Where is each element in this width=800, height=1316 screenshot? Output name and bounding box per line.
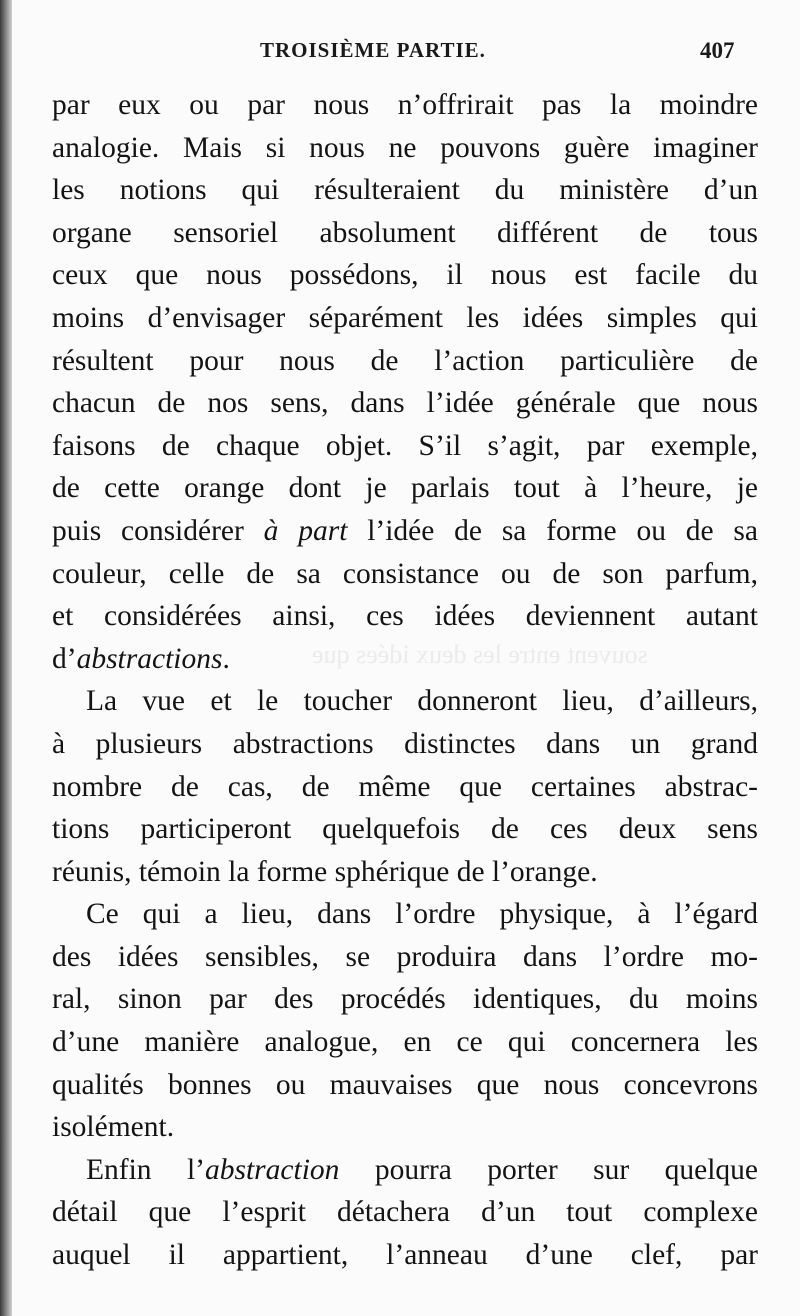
body-text [52, 84, 758, 1277]
text-line: des idées sensibles, se produira dans l’ordre mo- [52, 940, 758, 973]
text-line: isolément. [52, 1111, 175, 1144]
italic-phrase: à part [263, 514, 348, 547]
paragraph-first-line: La vue et le toucher donneront lieu, d’ailleurs, [86, 685, 758, 718]
text-segment: Enfin l’ [86, 1153, 205, 1186]
text-segment: . [222, 642, 230, 675]
paragraph-first-line: Ce qui a lieu, dans l’ordre physique, à l’égard [86, 898, 758, 931]
text-line: d’une manière analogue, en ce qui concernera les [52, 1026, 758, 1059]
text-line [52, 510, 758, 553]
text-segment: pourra porter sur quelque [339, 1153, 758, 1186]
page-header [12, 38, 800, 74]
text-line: résultent pour nous de l’action particulière de [52, 344, 758, 377]
text-line: et considérées ainsi, ces idées deviennent autant [52, 600, 758, 633]
text-segment: l’idée de sa forme ou de sa [347, 514, 758, 547]
text-line: ceux que nous possédons, il nous est facile du [52, 259, 758, 292]
text-segment: d’ [52, 642, 77, 675]
text-line: les notions qui résulteraient du ministère d’un [52, 174, 758, 207]
text-line [52, 638, 758, 681]
paragraph-first-line [52, 1149, 758, 1192]
text-line: qualités bonnes ou mauvaises que nous concevrons [52, 1068, 758, 1101]
text-line: de cette orange dont je parlais tout à l’heure, je [52, 472, 758, 505]
text-segment: puis considérer [52, 514, 264, 547]
text-line: ral, sinon par des procédés identiques, du moins [52, 983, 758, 1016]
text-line: analogie. Mais si nous ne pouvons guère imaginer [52, 131, 758, 164]
text-line: faisons de chaque objet. S’il s’agit, par exemple, [52, 429, 758, 462]
text-line: tions participeront quelquefois de ces deux sens [52, 813, 758, 846]
text-line: organe sensoriel absolument différent de tous [52, 216, 758, 249]
bleed-through-text: souvent entre les deux idées que [312, 640, 648, 669]
text-line: réunis, témoin la forme sphérique de l’orange. [52, 855, 598, 888]
page-number: 407 [700, 38, 735, 63]
text-line: couleur, celle de sa consistance ou de son parfum, [52, 557, 758, 590]
italic-term: abstractions [76, 642, 223, 675]
text-line: moins d’envisager séparément les idées simples qui [52, 301, 758, 334]
running-head: TROISIÈME PARTIE. [260, 38, 486, 62]
text-line: détail que l’esprit détachera d’un tout complexe [52, 1196, 758, 1229]
text-line: auquel il appartient, l’anneau d’une clef, par [52, 1239, 758, 1272]
text-line: nombre de cas, de même que certaines abstrac- [52, 770, 758, 803]
book-page [12, 0, 800, 1316]
italic-term: abstraction [205, 1153, 340, 1186]
text-line: chacun de nos sens, dans l’idée générale que nous [52, 387, 758, 420]
text-line: par eux ou par nous n’offrirait pas la moindre [52, 89, 758, 121]
text-line: à plusieurs abstractions distinctes dans un grand [52, 727, 758, 760]
